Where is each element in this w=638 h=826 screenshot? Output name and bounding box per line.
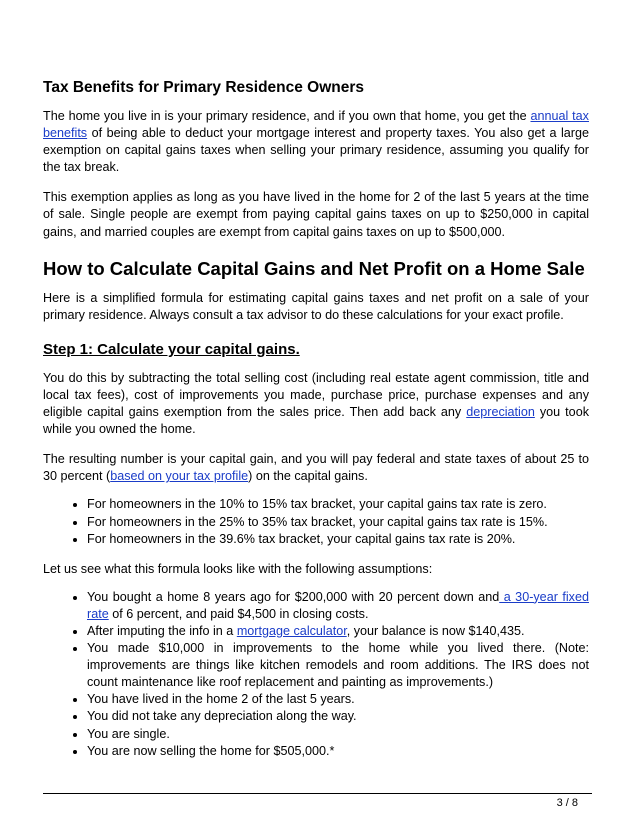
annual-tax-benefits-link[interactable]: annual tax benefits: [43, 109, 589, 141]
paragraph-resulting: The resulting number is your capital gain, and you will pay federal and state taxes of about 25 to 30 percent (based on your tax profile) on the capital gains.: [43, 452, 589, 484]
assumptions-list: [43, 589, 589, 760]
list-item: • For homeowners in the 25% to 35% tax bracket, your capital gains tax rate is 15%.: [87, 514, 589, 531]
list-item: • For homeowners in the 39.6% tax bracket, your capital gains tax rate is 20%.: [87, 531, 589, 548]
tax-profile-link[interactable]: based on your tax profile: [110, 469, 249, 484]
list-item: • You are now selling the home for $505,000.*: [87, 743, 589, 760]
depreciation-link[interactable]: depreciation: [466, 405, 535, 420]
list-item: • After imputing the info in a mortgage calculator, your balance is now $140,435.: [87, 623, 589, 640]
tax-bracket-list: [43, 496, 589, 547]
page-content: [43, 78, 589, 773]
paragraph-exemption: This exemption applies as long as you have lived in the home for 2 of the last 5 years at the time of sale. Single people are exempt from paying capital gains taxes on up to $250,000 in capital gains, and married couples are exempt from capital gains taxes on up to $500,000.: [43, 190, 589, 239]
list-item: • You are single.: [87, 726, 589, 743]
paragraph-subtracting: You do this by subtracting the total selling cost (including real estate agent commission, title and local tax fees), cost of improvements you made, purchase price, purchase expenses and any eligible capital gains exemption from the sales price. Then add back any depreciation you took while you owned the home.: [43, 370, 589, 437]
section-heading-tax-benefits: Tax Benefits for Primary Residence Owners: [43, 79, 365, 96]
mortgage-calculator-link[interactable]: mortgage calculator: [236, 623, 347, 638]
paragraph-assumptions-intro: Let us see what this formula looks like with the following assumptions:: [43, 561, 433, 576]
paragraph-primary-residence: The home you live in is your primary residence, and if you own that home, you get the annual tax benefits of being able to deduct your mortgage interest and property taxes. You also get a large exemption on capital gains taxes when selling your primary residence, assuming you qualify for the tax break.: [43, 109, 589, 175]
list-item: • You have lived in the home 2 of the last 5 years.: [87, 691, 589, 708]
list-item: • You bought a home 8 years ago for $200,000 with 20 percent down and a 30-year fixed rate of 6 percent, and paid $4,500 in closing costs.: [87, 589, 589, 623]
section-heading-calculate: How to Calculate Capital Gains and Net Profit on a Home Sale: [43, 257, 585, 279]
list-item: • You did not take any depreciation along the way.: [87, 708, 589, 725]
paragraph-formula-intro: Here is a simplified formula for estimating capital gains taxes and net profit on a sale of your primary residence. Always consult a tax advisor to do these calculations for your exact profile.: [43, 290, 589, 322]
list-item: • For homeowners in the 10% to 15% tax bracket, your capital gains tax rate is zero.: [87, 496, 589, 513]
fixed-rate-link[interactable]: a 30-year fixed rate: [87, 589, 589, 621]
list-item: • You made $10,000 in improvements to the home while you lived there. (Note: improvements are things like kitchen remodels and room additions. The IRS does not count maintenance like roof replacement and painting as improvements.): [87, 640, 589, 691]
footer-rule: [43, 793, 592, 794]
step1-heading: Step 1: Calculate your capital gains.: [43, 340, 300, 358]
page-number: 3 / 8: [556, 797, 578, 809]
